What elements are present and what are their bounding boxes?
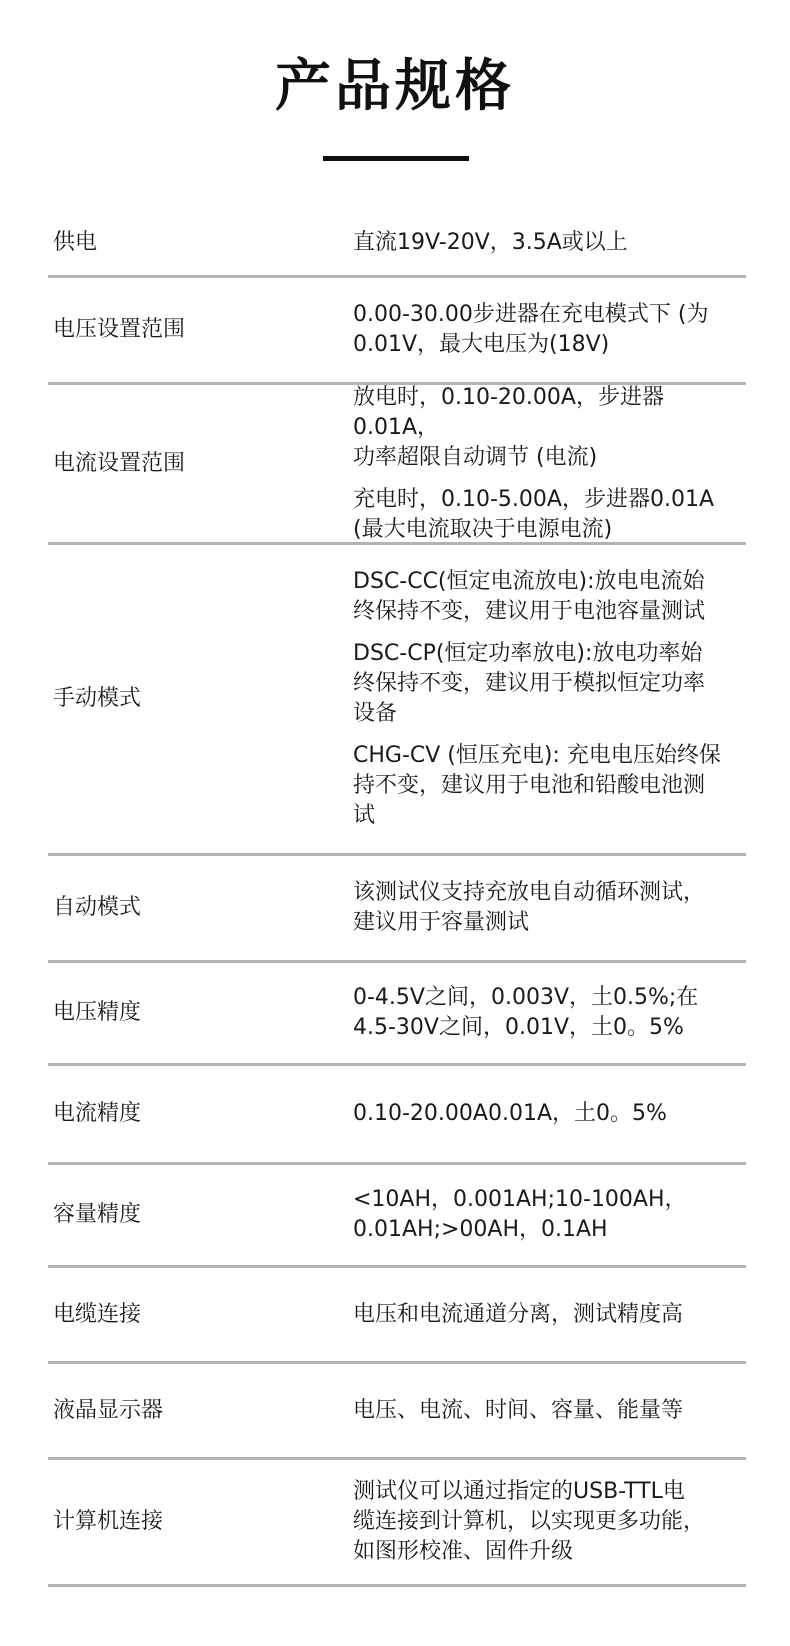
- spec-value-text: 直流19V-20V，3.5A或以上: [353, 229, 628, 255]
- spec-label: 计算机连接: [53, 1509, 164, 1534]
- spec-row-lcd-display: [48, 1364, 746, 1460]
- spec-value: [353, 1300, 746, 1330]
- spec-label: 电压精度: [53, 1000, 142, 1025]
- spec-label: 电流精度: [53, 1101, 142, 1126]
- spec-row-power: [48, 210, 746, 278]
- spec-value-text: DSC-CC(恒定电流放电):放电电流始 终保持不变，建议用于电池容量测试: [353, 569, 706, 624]
- spec-row-auto-mode: [48, 856, 746, 963]
- spec-row-current-range: [48, 385, 746, 545]
- spec-row-capacity-accuracy: [48, 1165, 746, 1268]
- spec-value-text: 电压和电流通道分离，测试精度高: [353, 1301, 684, 1327]
- spec-value-text: CHG-CV (恒压充电): 充电电压始终保 持不变，建议用于电池和铅酸电池测 试: [353, 743, 721, 828]
- spec-row-manual-mode: [48, 545, 746, 856]
- spec-value: [353, 1099, 746, 1129]
- title-underline: [323, 156, 469, 161]
- spec-value: [353, 383, 746, 545]
- spec-value: [353, 1477, 746, 1567]
- spec-label: 供电: [53, 229, 98, 255]
- spec-value-text: 电压、电流、时间、容量、能量等: [353, 1397, 684, 1423]
- spec-row-cable-connection: [48, 1268, 746, 1364]
- spec-value: [353, 300, 746, 360]
- spec-label: 液晶显示器: [53, 1397, 164, 1423]
- spec-value-text: 0.00-30.00步进器在充电模式下 (为 0.01V，最大电压为(18V): [353, 302, 709, 357]
- spec-label: 容量精度: [53, 1202, 142, 1227]
- spec-value-text: 测试仪可以通过指定的USB-TTL电 缆连接到计算机，以实现更多功能， 如图形校准、固件升级: [353, 1479, 706, 1564]
- spec-value-text: 0-4.5V之间，0.003V，土0.5%;在 4.5-30V之间，0.01V，土0。5%: [353, 985, 699, 1040]
- spec-value-text: <10AH，0.001AH;10-100AH， 0.01AH;>00AH，0.1AH: [353, 1187, 687, 1242]
- spec-label: 电压设置范围: [53, 317, 186, 342]
- spec-row-current-accuracy: [48, 1066, 746, 1165]
- spec-label: 自动模式: [53, 895, 142, 920]
- spec-value: [353, 1185, 746, 1245]
- spec-value: [353, 983, 746, 1043]
- spec-value-text: DSC-CP(恒定功率放电):放电功率始 终保持不变，建议用于模拟恒定功率 设备: [353, 641, 706, 726]
- spec-row-voltage-accuracy: [48, 963, 746, 1066]
- spec-value-text: 该测试仪支持充放电自动循环测试， 建议用于容量测试: [353, 880, 706, 935]
- spec-value-text: 0.10-20.00A0.01A，土0。5%: [353, 1101, 667, 1126]
- spec-value-text: 放电时，0.10-20.00A，步进器0.01A， 功率超限自动调节 (电流): [353, 384, 664, 470]
- spec-table: [48, 210, 746, 1587]
- spec-label: 电缆连接: [53, 1301, 142, 1327]
- spec-value-text: 充电时，0.10-5.00A，步进器0.01A (最大电流取决于电源电流): [353, 486, 714, 542]
- spec-value: [353, 878, 746, 938]
- spec-row-voltage-range: [48, 278, 746, 385]
- spec-value: [353, 228, 746, 258]
- spec-row-computer-connection: [48, 1460, 746, 1587]
- spec-value: [353, 1396, 746, 1426]
- spec-label: 电流设置范围: [53, 450, 186, 476]
- spec-label: 手动模式: [53, 686, 142, 711]
- page-title: 产品规格: [275, 54, 515, 119]
- spec-value: [353, 567, 746, 831]
